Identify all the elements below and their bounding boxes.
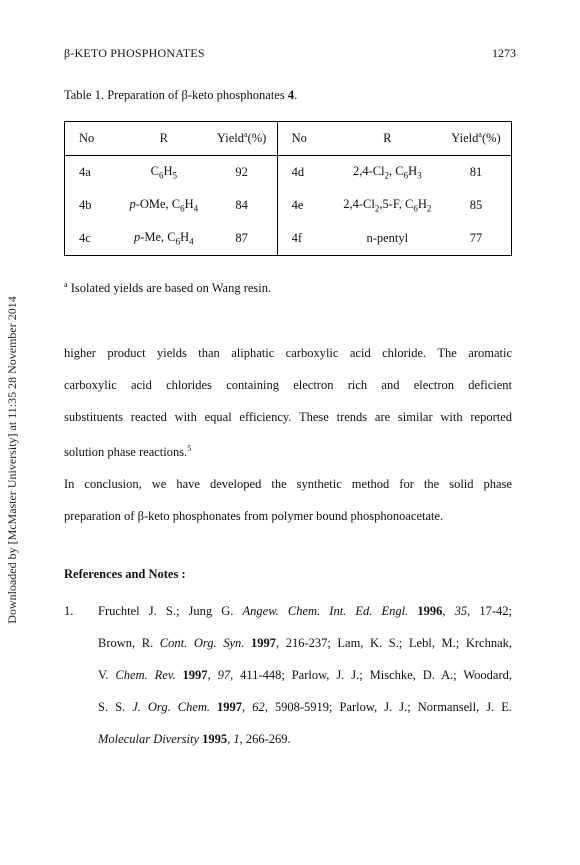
reference-body — [98, 595, 512, 755]
references-heading: References and Notes : — [64, 567, 186, 581]
reference-line: S. S. J. Org. Chem. 1997, 62, 5908-5919; Parlow, J. J.; Normansell, J. E. — [98, 700, 513, 714]
cell-r: p-OMe, $C_6H_4$ — [129, 197, 199, 214]
cell-no: 4a — [79, 165, 91, 179]
header-r-left: R — [159, 131, 168, 145]
header-r-right: R — [383, 131, 392, 145]
text-line: preparation of β-keto phosphonates from polymer bound phosphonoacetate. — [64, 509, 444, 524]
text-line: higher product yields than aliphatic carboxylic acid chloride. The aromatic — [64, 346, 512, 360]
reference-line: Molecular Diversity 1995, 1, 266-269. — [98, 732, 291, 746]
text-line: carboxylic acid chlorides containing electron rich and electron deficient — [64, 378, 512, 392]
yield-table — [64, 121, 512, 256]
table-caption-compound: 4 — [287, 88, 295, 102]
cell-yield: 85 — [469, 198, 483, 212]
cell-no: 4d — [291, 165, 305, 179]
paragraph — [64, 337, 512, 468]
download-watermark — [3, 250, 23, 670]
table-caption — [64, 88, 297, 103]
text-line: In conclusion, we have developed the synthetic method for the solid phase — [64, 477, 512, 492]
cell-yield: 92 — [207, 156, 278, 190]
paragraph — [64, 468, 512, 532]
cell-r: n-pentyl — [366, 231, 409, 245]
cell-r: $C_6H_5$ — [150, 164, 177, 181]
header-no-left: No — [79, 131, 95, 145]
body-text — [64, 337, 512, 532]
table-row — [65, 189, 512, 222]
table-row — [65, 156, 512, 190]
reference-line: Fruchtel J. S.; Jung G. Angew. Chem. Int. Ed. Engl. 1996, 35, 17-42; — [98, 604, 513, 618]
table-caption-period: . — [294, 88, 298, 102]
reference-number: 1. — [64, 604, 74, 618]
cell-no: 4e — [291, 198, 304, 212]
download-watermark-text: Downloaded by [McMaster University] at 11:35 28 November 2014 — [5, 296, 19, 624]
cell-r: p-Me, $C_6H_4$ — [133, 230, 194, 247]
running-head: β-KETO PHOSPHONATES — [64, 46, 205, 60]
text-line: solution phase reactions.$^5$ — [64, 444, 192, 460]
citation-mark: 5 — [187, 444, 192, 453]
cell-no: 4f — [291, 231, 303, 245]
table-row — [65, 222, 512, 256]
cell-r: $2,4-Cl_2,5-F$, $C_6H_2$ — [343, 197, 432, 214]
header-no-right: No — [291, 131, 307, 145]
text-line: substituents reacted with equal efficiency. These trends are similar with reported — [64, 410, 512, 424]
cell-yield: 84 — [207, 189, 278, 222]
cell-yield: 87 — [207, 222, 278, 256]
cell-no: 4b — [79, 198, 92, 212]
page-number: 1273 — [492, 46, 516, 60]
cell-yield: 81 — [469, 165, 483, 179]
table-header-row — [65, 122, 512, 156]
table-footnote — [64, 280, 271, 296]
reference-line: V. Chem. Rev. 1997, 97, 411-448; Parlow, J. J.; Mischke, D. A.; Woodard, — [98, 668, 513, 682]
header-yield-right: Yield$^a$(%) — [451, 130, 501, 146]
table-caption-text: Table 1. Preparation of β-keto phosphonates — [64, 88, 288, 102]
footnote-mark: a — [64, 280, 68, 289]
header-yield-left: Yield$^a$(%) — [207, 122, 278, 156]
reference-line: Brown, R. Cont. Org. Syn. 1997, 216-237; Lam, K. S.; Lebl, M.; Krchnak, — [98, 636, 512, 650]
cell-r: $2,4-Cl_2$, $C_6H_3$ — [352, 164, 422, 181]
cell-no: 4c — [79, 231, 91, 245]
footnote-text: Isolated yields are based on Wang resin. — [67, 281, 272, 296]
cell-yield: 77 — [469, 231, 483, 245]
